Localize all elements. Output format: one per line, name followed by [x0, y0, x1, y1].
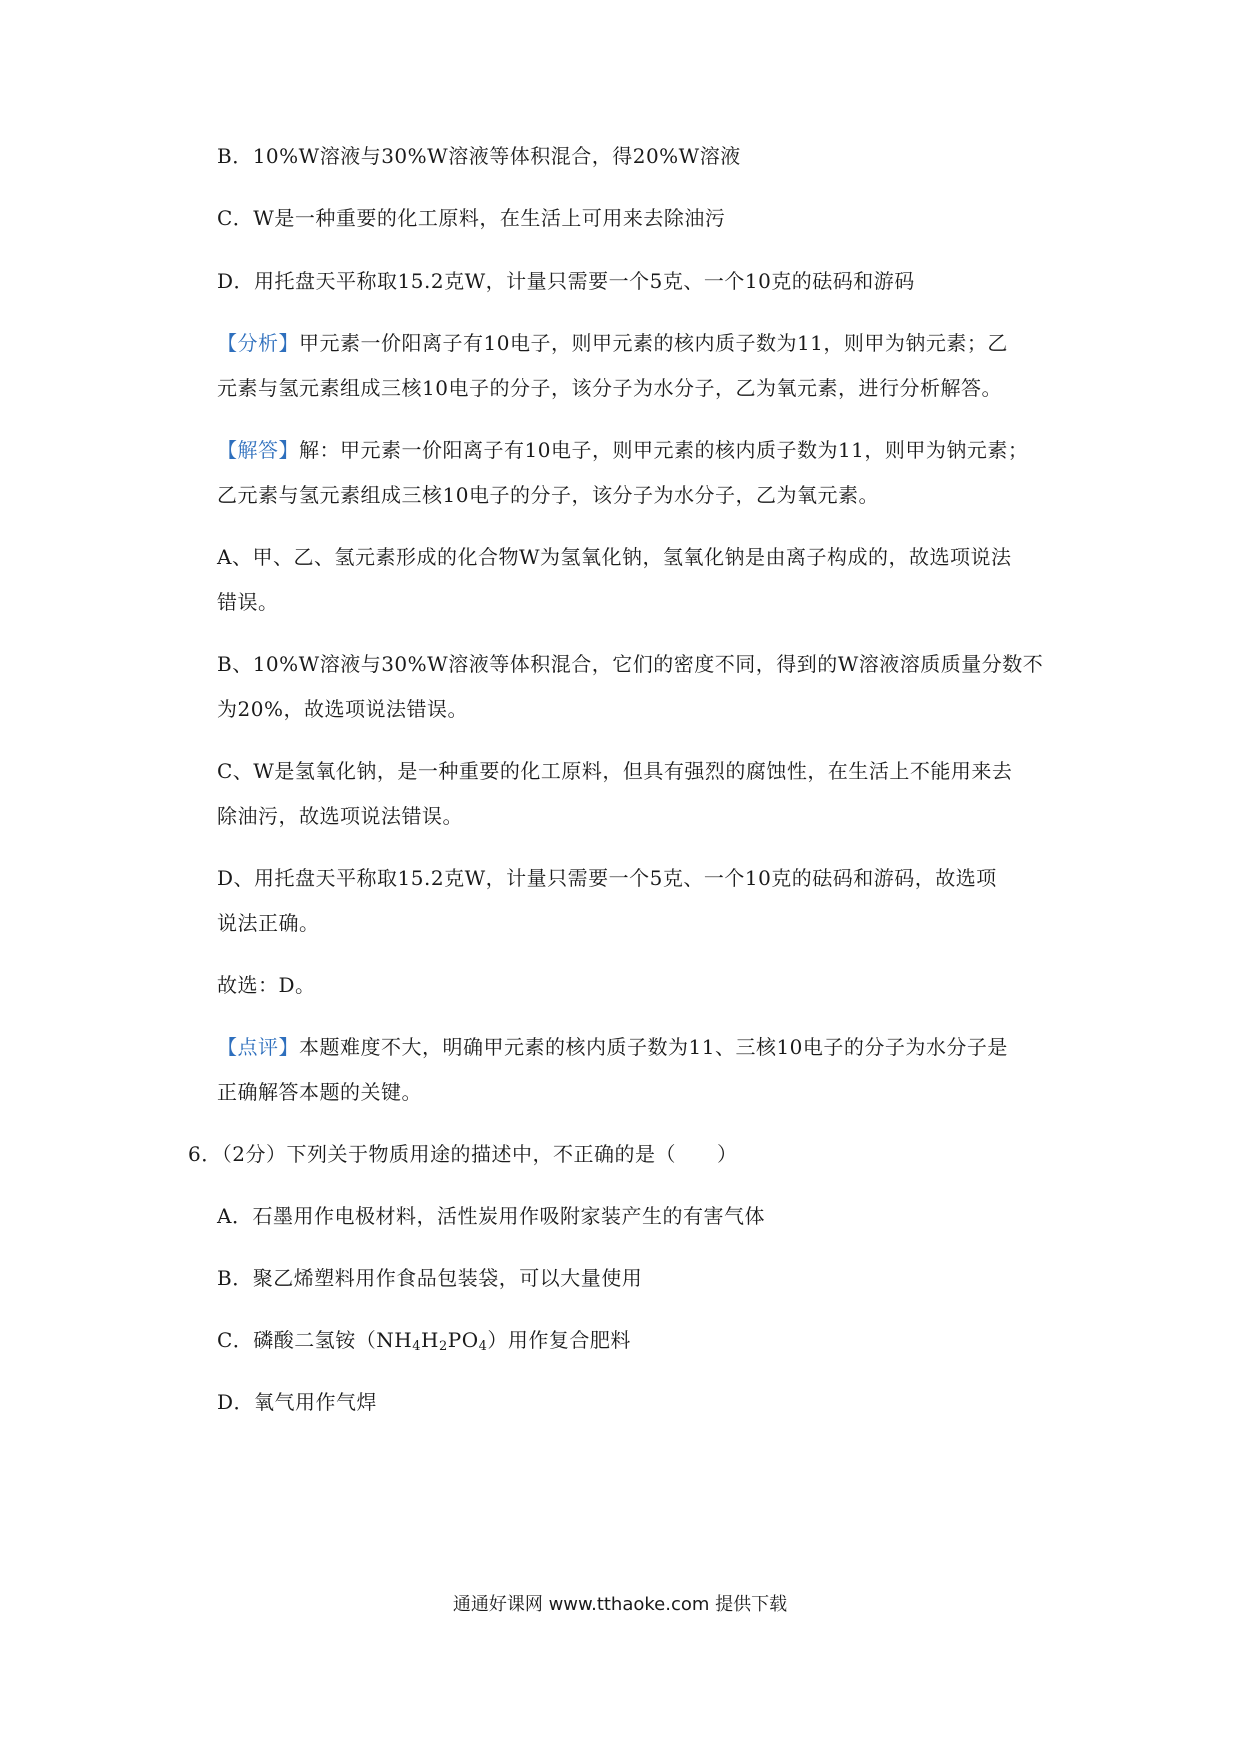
prev-option-c: C．W是一种重要的化工原料，在生活上可用来去除油污 — [217, 206, 726, 230]
page-footer: 通通好课网 www.tthaoke.com 提供下载 — [452, 1594, 788, 1615]
answer-c-line-1: C、W是氢氧化钠，是一种重要的化工原料，但具有强烈的腐蚀性，在生活上不能用来去 — [217, 759, 1013, 783]
review-tag: 【点评】 — [217, 1035, 299, 1059]
answer-c-line-2: 除油污，故选项说法错误。 — [217, 804, 463, 828]
question-6-option-b: B．聚乙烯塑料用作食品包装袋，可以大量使用 — [217, 1266, 643, 1290]
option-c-text-after: ）用作复合肥料 — [487, 1328, 631, 1352]
review-text-1: 本题难度不大，明确甲元素的核内质子数为11、三核10电子的分子为水分子是 — [299, 1035, 1008, 1059]
subscript-4-first: 4 — [412, 1339, 422, 1354]
answer-text-1: 解：甲元素一价阳离子有10电子，则甲元素的核内质子数为11，则甲为钠元素； — [299, 438, 1029, 462]
answer-d-line-1: D、用托盘天平称取15.2克W，计量只需要一个5克、一个10克的砝码和游码，故选项 — [217, 866, 997, 890]
answer-choice: 故选：D。 — [217, 973, 316, 997]
answer-a-line-1: A、甲、乙、氢元素形成的化合物W为氢氧化钠，氢氧化钠是由离子构成的，故选项说法 — [217, 545, 1012, 569]
question-6-option-d: D．氧气用作气焊 — [217, 1390, 378, 1414]
analysis-tag: 【分析】 — [217, 331, 299, 355]
answer-line-1 — [217, 435, 1028, 465]
prev-option-d: D．用托盘天平称取15.2克W，计量只需要一个5克、一个10克的砝码和游码 — [217, 269, 915, 293]
subscript-2: 2 — [438, 1339, 448, 1354]
answer-b-line-1: B、10%W溶液与30%W溶液等体积混合，它们的密度不同，得到的W溶液溶质质量分数不 — [217, 652, 1044, 676]
option-c-text-po: PO — [447, 1328, 479, 1352]
analysis-line-1 — [217, 328, 1008, 358]
answer-b-line-2: 为20%，故选项说法错误。 — [217, 697, 468, 721]
option-c-text-before: C．磷酸二氢铵（NH — [217, 1328, 413, 1352]
subscript-4-second: 4 — [478, 1339, 488, 1354]
analysis-line-2: 元素与氢元素组成三核10电子的分子，该分子为水分子，乙为氧元素，进行分析解答。 — [217, 376, 1002, 400]
question-6-stem: 6．（2分）下列关于物质用途的描述中，不正确的是（ ） — [188, 1142, 738, 1166]
review-line-1 — [217, 1032, 1008, 1062]
review-line-2: 正确解答本题的关键。 — [217, 1080, 422, 1104]
question-6-option-a: A．石墨用作电极材料，活性炭用作吸附家装产生的有害气体 — [217, 1204, 765, 1228]
answer-d-line-2: 说法正确。 — [217, 911, 320, 935]
prev-option-b: B．10%W溶液与30%W溶液等体积混合，得20%W溶液 — [217, 144, 741, 168]
analysis-text-1: 甲元素一价阳离子有10电子，则甲元素的核内质子数为11，则甲为钠元素；乙 — [299, 331, 1008, 355]
answer-a-line-2: 错误。 — [217, 590, 279, 614]
option-c-text-h: H — [421, 1328, 439, 1352]
answer-line-2: 乙元素与氢元素组成三核10电子的分子，该分子为水分子，乙为氧元素。 — [217, 483, 879, 507]
question-6-option-c — [217, 1325, 631, 1362]
answer-tag: 【解答】 — [217, 438, 299, 462]
